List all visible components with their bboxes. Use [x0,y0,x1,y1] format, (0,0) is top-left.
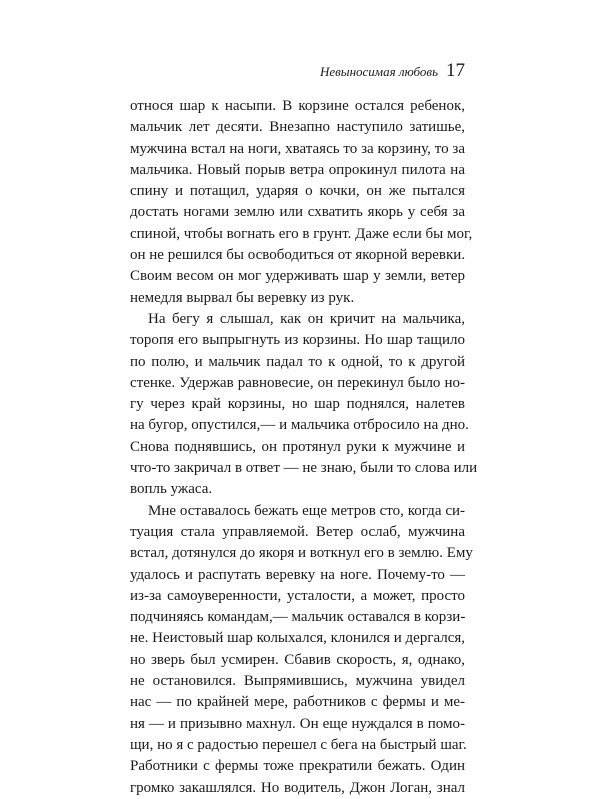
text-line: Снова поднявшись, он протянул руки к мужчине и [130,438,465,455]
text-line: мальчик лет десяти. Внезапно наступило затишье, [130,119,465,136]
text-line: из-за самоуверенности, усталости, а может, просто [130,587,465,604]
text-line: вопль ужаса. [130,481,213,498]
text-line: достать ногами землю или схватить якорь у себя за [130,204,465,221]
text-line: щи, но я с радостью перешел с бега на быстрый шаг. [130,736,467,753]
text-line: но зверь был усмирен. Сбавив скорость, я, однако, [130,651,465,668]
running-header [320,60,465,86]
text-line: спиной, чтобы вогнать его в грунт. Даже если бы мог, [130,225,473,242]
text-line: Своим весом он мог удерживать шар у земли, ветер [130,268,465,285]
page-number: 17 [446,60,465,81]
text-line: ня — и призывно махнул. Он еще нуждался в помо- [130,715,465,732]
text-line: спину и потащил, ударяя о кочки, он же пытался [130,183,465,200]
running-title: Невыносимая любовь [319,64,438,79]
text-line: мужчина встал на ноги, хватаясь то за корзину, то за [130,140,465,157]
text-line: встал, дотянулся до якоря и воткнул его в землю. Ему [130,545,473,562]
text-line: стенке. Удержав равновесие, он перекинул было но- [130,374,465,391]
text-line: на бугор, опустился,— и мальчика отбросило на дно. [130,417,469,434]
text-line: нас — по крайней мере, работников с фермы и ме- [130,694,465,711]
text-line: подчиняясь командам,— мальчик оставался в корзи- [130,609,466,626]
text-line: что-то закричал в ответ — не знаю, были то слова или [130,460,478,477]
text-line: Мне оставалось бежать еще метров сто, когда си- [148,502,465,519]
body-text [130,96,478,799]
text-line: удалось и распутать веревку на ноге. Почему-то — [130,566,465,583]
text-line: не остановился. Выпрямившись, мужчина увидел [130,673,465,690]
text-line: Работники с фермы тоже прекратили бежать. Один [130,758,465,775]
text-line: по полю, и мальчик падал то к одной, то к другой [130,353,465,370]
text-line: он не решился бы освободиться от якорной веревки. [130,247,466,264]
text-line: немедля вырвал бы веревку из рук. [130,289,355,306]
text-line: На бегу я слышал, как он кричит на мальчика, [148,310,465,327]
text-line: относя шар к насыпи. В корзине остался ребенок, [130,98,465,114]
text-line: не. Неистовый шар колыхался, клонился и дергался, [130,630,466,647]
text-line: туация стала управляемой. Ветер ослаб, мужчина [130,523,465,540]
text-line: гу через край корзины, но шар поднялся, налетев [130,396,465,413]
text-line: громко закашлялся. Но водитель, Джон Логан, знал [130,779,465,796]
text-line: торопя его выпрыгнуть из корзины. Но шар тащило [130,332,465,349]
text-line: мальчика. Новый порыв ветра опрокинул пилота на [130,161,465,178]
